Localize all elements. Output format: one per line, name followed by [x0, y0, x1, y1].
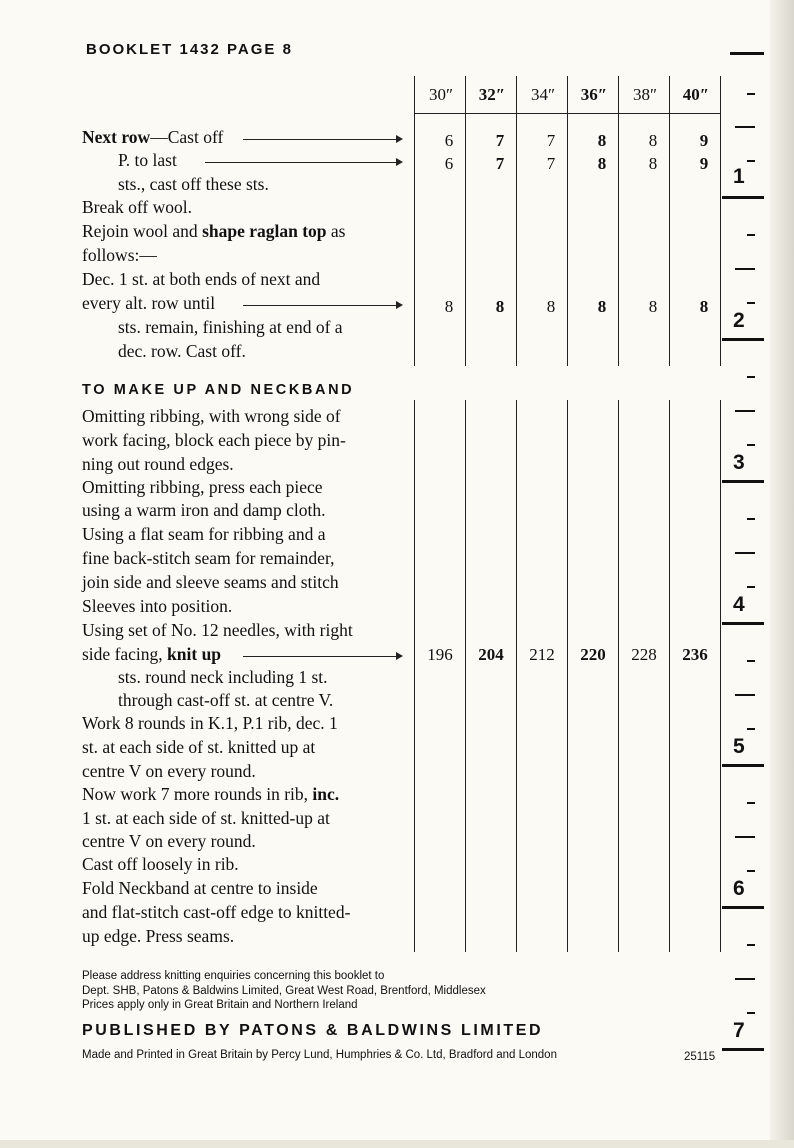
- table-cell: 8: [495, 297, 505, 316]
- enquiry-address: Dept. SHB, Patons & Baldwins Limited, Great West Road, Brentford, Middlesex: [82, 985, 486, 997]
- table-cell: 204: [478, 645, 504, 664]
- table-cell: 7: [495, 154, 505, 173]
- table-cell: 8: [444, 297, 454, 316]
- page-bottom-edge: [0, 1140, 794, 1148]
- size-header-34: 34″: [530, 85, 556, 104]
- instruction-line: sts., cast off these sts.: [118, 174, 269, 194]
- instruction-line: Break off wool.: [82, 197, 192, 217]
- table-cell: 9: [699, 154, 709, 173]
- table-cell: 212: [529, 645, 555, 664]
- instruction-line: 1 st. at each side of st. knitted-up at: [82, 808, 330, 828]
- arrow-icon: [205, 162, 401, 163]
- instruction-line: Now work 7 more rounds in rib, inc.: [82, 784, 340, 804]
- instruction-line: Rejoin wool and shape raglan top as: [82, 221, 346, 241]
- instruction-line: follows:—: [82, 245, 157, 265]
- table-cell: 8: [597, 154, 607, 173]
- instruction-line: st. at each side of st. knitted up at: [82, 737, 316, 757]
- instruction-line: up edge. Press seams.: [82, 926, 235, 946]
- instruction-line: Cast off loosely in rib.: [82, 854, 239, 874]
- arrow-icon: [243, 139, 401, 140]
- table-cell: 196: [427, 645, 453, 664]
- ruler-number: 3: [733, 451, 745, 474]
- instruction-line: and flat-stitch cast-off edge to knitted-: [82, 902, 351, 922]
- table-cell: 7: [495, 131, 505, 150]
- instruction-line: sts. round neck including 1 st.: [118, 667, 328, 687]
- enquiry-note: Please address knitting enquiries concerning this booklet to: [82, 970, 385, 982]
- ruler-number: 2: [733, 309, 745, 332]
- table-cell: 236: [682, 645, 708, 664]
- instruction-line: P. to last: [118, 150, 177, 170]
- table-cell: 9: [699, 131, 709, 150]
- table-cell: 7: [546, 131, 556, 150]
- table-cell: 8: [597, 297, 607, 316]
- size-header-38: 38″: [632, 85, 658, 104]
- table-cell: 8: [546, 297, 556, 316]
- instruction-line: work facing, block each piece by pin-: [82, 430, 346, 450]
- instruction-line: Omitting ribbing, press each piece: [82, 477, 323, 497]
- instruction-line: fine back-stitch seam for remainder,: [82, 548, 335, 568]
- table-cell: 8: [699, 297, 709, 316]
- ruler-number: 4: [733, 593, 745, 616]
- size-header-36: 36″: [580, 85, 608, 104]
- arrow-icon: [243, 656, 401, 657]
- instruction-line: Dec. 1 st. at both ends of next and: [82, 269, 321, 289]
- instruction-line: Next row—Cast off: [82, 127, 224, 147]
- table-cell: 228: [631, 645, 657, 664]
- section-heading: TO MAKE UP AND NECKBAND: [82, 382, 355, 398]
- instruction-line: centre V on every round.: [82, 831, 256, 851]
- ruler-number: 6: [733, 877, 745, 900]
- instruction-line: every alt. row until: [82, 293, 216, 313]
- price-note: Prices apply only in Great Britain and Northern Ireland: [82, 999, 358, 1011]
- table-cell: 8: [648, 297, 658, 316]
- table-cell: 8: [648, 131, 658, 150]
- print-code: 25115: [684, 1051, 716, 1063]
- instruction-line: side facing, knit up: [82, 644, 222, 664]
- instruction-line: through cast-off st. at centre V.: [118, 690, 334, 710]
- ruler-number: 1: [733, 165, 745, 188]
- table-cell: 8: [648, 154, 658, 173]
- ruler-number: 7: [733, 1019, 745, 1042]
- page-header: BOOKLET 1432 PAGE 8: [86, 41, 293, 58]
- table-cell: 6: [444, 131, 454, 150]
- arrow-icon: [243, 305, 401, 306]
- instruction-line: Work 8 rounds in K.1, P.1 rib, dec. 1: [82, 713, 338, 733]
- instruction-line: using a warm iron and damp cloth.: [82, 500, 326, 520]
- instruction-line: ning out round edges.: [82, 454, 234, 474]
- instruction-line: Sleeves into position.: [82, 596, 233, 616]
- instruction-line: sts. remain, finishing at end of a: [118, 317, 343, 337]
- instruction-line: Using a flat seam for ribbing and a: [82, 524, 326, 544]
- instruction-line: Omitting ribbing, with wrong side of: [82, 406, 341, 426]
- instruction-line: Fold Neckband at centre to inside: [82, 878, 318, 898]
- table-cell: 220: [580, 645, 606, 664]
- size-header-30: 30″: [428, 85, 454, 104]
- instruction-line: join side and sleeve seams and stitch: [82, 572, 339, 592]
- size-header-40: 40″: [682, 85, 710, 104]
- ruler-number: 5: [733, 735, 745, 758]
- printer-line: Made and Printed in Great Britain by Percy Lund, Humphries & Co. Ltd, Bradford and London: [82, 1049, 557, 1061]
- page-right-edge: [770, 0, 794, 1148]
- publisher-line: PUBLISHED BY PATONS & BALDWINS LIMITED: [82, 1022, 544, 1039]
- instruction-line: centre V on every round.: [82, 761, 256, 781]
- instruction-line: Using set of No. 12 needles, with right: [82, 620, 353, 640]
- table-cell: 6: [444, 154, 454, 173]
- instruction-line: dec. row. Cast off.: [118, 341, 246, 361]
- table-cell: 8: [597, 131, 607, 150]
- table-cell: 7: [546, 154, 556, 173]
- size-header-32: 32″: [478, 85, 506, 104]
